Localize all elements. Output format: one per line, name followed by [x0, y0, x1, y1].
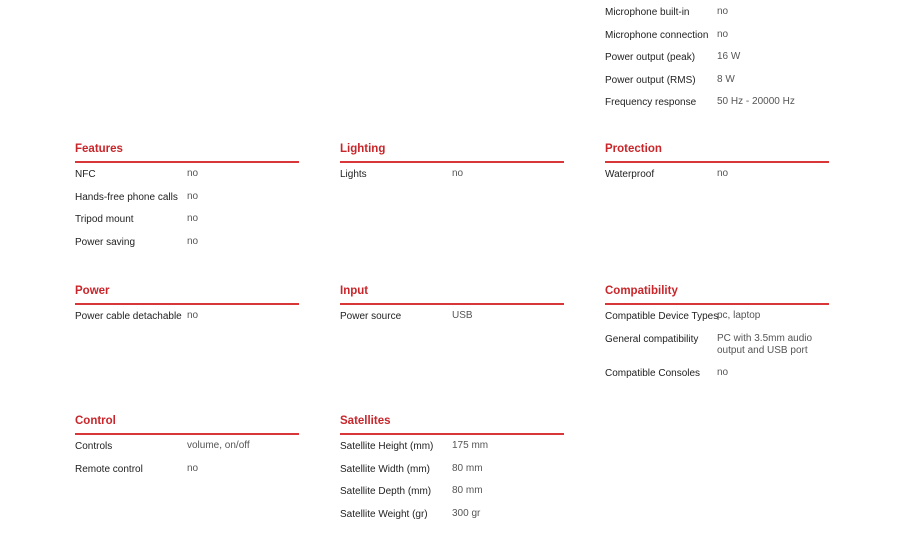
spec-rows [340, 310, 564, 324]
spec-label: Power output (RMS) [605, 74, 696, 86]
spec-section-protection [605, 141, 829, 191]
spec-section-compatibility [605, 283, 829, 389]
spec-value: no [717, 28, 729, 40]
spec-value: no [187, 235, 199, 247]
spec-label: Power saving [75, 236, 136, 248]
spec-value: 50 Hz - 20000 Hz [717, 96, 795, 107]
spec-value: USB [452, 310, 473, 321]
spec-label: Tripod mount [75, 214, 134, 225]
spec-row [605, 333, 829, 358]
spec-value: 8 W [717, 73, 735, 85]
spec-value: 80 mm [452, 485, 483, 496]
section-title: Features [75, 141, 299, 163]
spec-row [605, 168, 829, 182]
spec-row [75, 440, 299, 454]
spec-row [75, 463, 299, 477]
section-title: Satellites [340, 413, 564, 435]
spec-label: Satellite Depth (mm) [340, 486, 432, 497]
spec-row [605, 6, 829, 20]
spec-rows [340, 440, 564, 521]
spec-section-power [75, 283, 299, 333]
spec-row [340, 440, 564, 454]
spec-value: pc, laptop [717, 310, 761, 321]
spec-section-input [340, 283, 564, 333]
spec-value: no [452, 168, 464, 179]
spec-value: no [187, 462, 199, 474]
spec-row [605, 367, 829, 381]
spec-label: Power cable detachable [75, 311, 182, 322]
section-title: Power [75, 283, 299, 305]
spec-rows [75, 440, 299, 476]
spec-label: Lights [340, 169, 367, 180]
spec-rows [340, 168, 564, 182]
spec-section-lighting [340, 141, 564, 191]
spec-label: Microphone connection [605, 29, 709, 41]
spec-rows [605, 168, 829, 182]
spec-section-features [75, 141, 299, 258]
spec-label: Compatible Consoles [605, 367, 701, 379]
spec-value: 80 mm [452, 462, 483, 474]
spec-row [75, 213, 299, 227]
spec-label: Satellite Height (mm) [340, 441, 434, 452]
section-title: Lighting [340, 141, 564, 163]
spec-rows [605, 310, 829, 380]
spec-value: no [187, 168, 199, 179]
spec-value: volume, on/off [187, 440, 250, 451]
spec-rows [75, 168, 299, 249]
spec-row [605, 51, 829, 65]
spec-section-audio [605, 6, 829, 119]
spec-row [340, 463, 564, 477]
spec-row [75, 168, 299, 182]
spec-row [605, 29, 829, 43]
spec-value: no [717, 366, 729, 378]
spec-label: Microphone built-in [605, 7, 690, 18]
section-title: Control [75, 413, 299, 435]
spec-label: Satellite Width (mm) [340, 463, 431, 475]
spec-row [75, 310, 299, 324]
spec-label: Power output (peak) [605, 52, 696, 63]
spec-label: Compatible Device Types [605, 311, 719, 322]
spec-label: Power source [340, 311, 402, 322]
spec-row [605, 310, 829, 324]
spec-label: Hands-free phone calls [75, 191, 178, 203]
spec-row [605, 74, 829, 88]
spec-value: 175 mm [452, 440, 489, 451]
spec-value: 16 W [717, 51, 741, 62]
spec-label: Satellite Weight (gr) [340, 508, 428, 520]
spec-label: NFC [75, 169, 96, 180]
spec-value: no [717, 168, 729, 179]
spec-label: Controls [75, 441, 113, 452]
spec-section-control [75, 413, 299, 485]
spec-row [340, 310, 564, 324]
spec-label: Remote control [75, 463, 143, 475]
spec-value: no [187, 190, 199, 202]
spec-rows [75, 310, 299, 324]
spec-value: no [717, 6, 729, 17]
section-title: Compatibility [605, 283, 829, 305]
spec-label: Waterproof [605, 169, 655, 180]
spec-value: no [187, 213, 199, 224]
spec-label: Frequency response [605, 97, 697, 108]
spec-value: PC with 3.5mm audio output and USB port [717, 332, 813, 356]
section-title: Input [340, 283, 564, 305]
spec-row [340, 508, 564, 522]
spec-row [75, 191, 299, 205]
spec-row [340, 168, 564, 182]
spec-rows [605, 6, 829, 110]
spec-section-satellites [340, 413, 564, 530]
spec-value: 300 gr [452, 507, 481, 519]
spec-label: General compatibility [605, 333, 699, 345]
spec-value: no [187, 310, 199, 321]
section-title: Protection [605, 141, 829, 163]
spec-row [340, 485, 564, 499]
spec-row [75, 236, 299, 250]
spec-row [605, 96, 829, 110]
